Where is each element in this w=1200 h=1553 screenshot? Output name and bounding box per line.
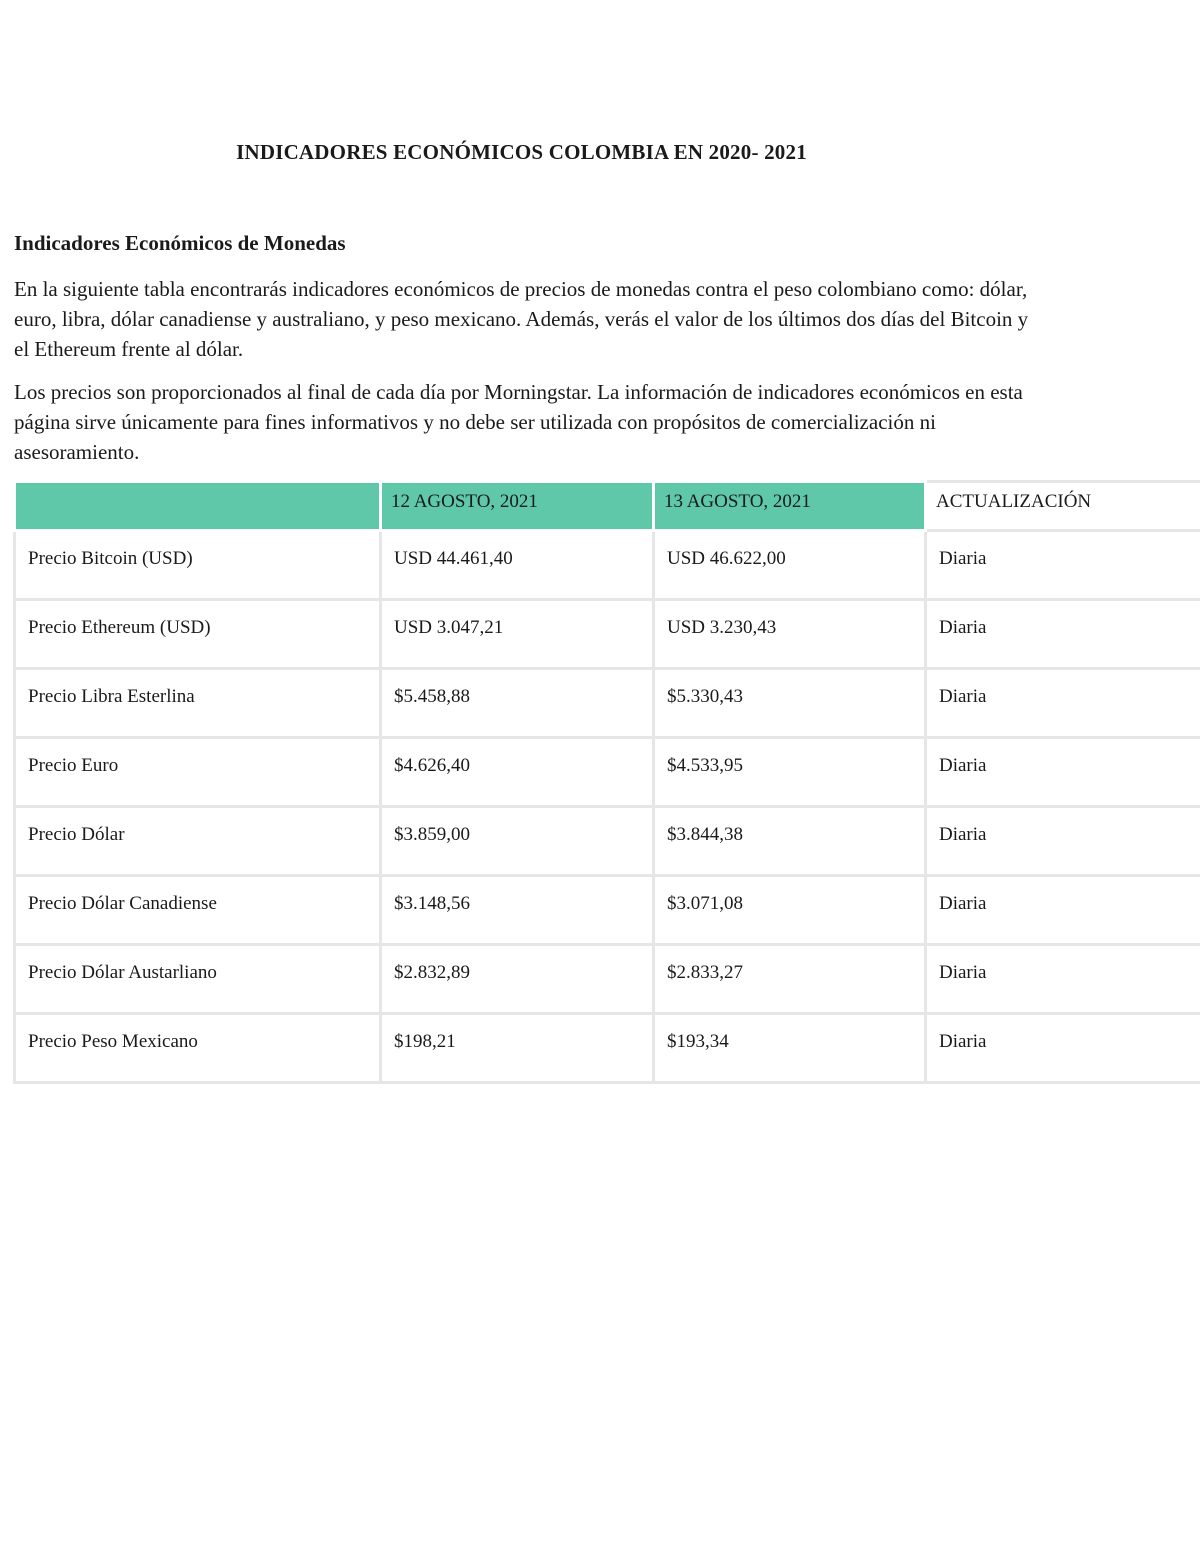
- disclaimer-paragraph: Los precios son proporcionados al final de cada día por Morningstar. La información de indicadores económicos en esta página sirve únicamente para fines informativos y no debe ser utilizada con propósitos de comercialización ni asesoramiento.: [14, 380, 1023, 464]
- indicator-cell: Precio Dólar: [15, 807, 381, 876]
- update-frequency-cell: Diaria: [926, 876, 1200, 945]
- value-date-2-cell: USD 3.230,43: [654, 600, 926, 669]
- update-frequency-cell: Diaria: [926, 807, 1200, 876]
- value-date-1-cell: $3.859,00: [381, 807, 654, 876]
- value-date-2-cell: $3.071,08: [654, 876, 926, 945]
- update-frequency-cell: Diaria: [926, 945, 1200, 1014]
- header-indicator: [15, 482, 381, 531]
- value-date-2-cell: USD 46.622,00: [654, 531, 926, 600]
- update-frequency-cell: Diaria: [926, 531, 1200, 600]
- value-date-1-cell: $3.148,56: [381, 876, 654, 945]
- header-date-1: 12 AGOSTO, 2021: [381, 482, 654, 531]
- value-date-2-cell: $193,34: [654, 1014, 926, 1083]
- table-row: [15, 876, 1200, 945]
- indicator-cell: Precio Dólar Austarliano: [15, 945, 381, 1014]
- update-frequency-cell: Diaria: [926, 738, 1200, 807]
- table-row: [15, 807, 1200, 876]
- table-row: [15, 531, 1200, 600]
- currency-rates-table: [13, 480, 1200, 1084]
- section-heading: Indicadores Económicos de Monedas: [14, 231, 346, 255]
- update-frequency-cell: Diaria: [926, 600, 1200, 669]
- value-date-1-cell: USD 44.461,40: [381, 531, 654, 600]
- update-frequency-cell: Diaria: [926, 1014, 1200, 1083]
- table-row: [15, 669, 1200, 738]
- value-date-1-cell: $198,21: [381, 1014, 654, 1083]
- update-frequency-cell: Diaria: [926, 669, 1200, 738]
- table-header-row: [15, 482, 1200, 531]
- intro-paragraph: En la siguiente tabla encontrarás indicadores económicos de precios de monedas contra el peso colombiano como: dólar, euro, libra, dólar canadiense y australiano, y peso mexicano. Además, verás el valor de los últimos dos días del Bitcoin y el Ethereum frente al dólar.: [14, 277, 1029, 361]
- value-date-2-cell: $4.533,95: [654, 738, 926, 807]
- indicator-cell: Precio Libra Esterlina: [15, 669, 381, 738]
- header-update: ACTUALIZACIÓN: [926, 482, 1200, 531]
- table-row: [15, 738, 1200, 807]
- value-date-1-cell: USD 3.047,21: [381, 600, 654, 669]
- value-date-2-cell: $2.833,27: [654, 945, 926, 1014]
- table-row: [15, 600, 1200, 669]
- page-title: INDICADORES ECONÓMICOS COLOMBIA EN 2020- 2021: [236, 140, 807, 164]
- value-date-1-cell: $5.458,88: [381, 669, 654, 738]
- value-date-2-cell: $3.844,38: [654, 807, 926, 876]
- value-date-1-cell: $2.832,89: [381, 945, 654, 1014]
- table-row: [15, 1014, 1200, 1083]
- value-date-1-cell: $4.626,40: [381, 738, 654, 807]
- indicator-cell: Precio Euro: [15, 738, 381, 807]
- indicator-cell: Precio Ethereum (USD): [15, 600, 381, 669]
- header-date-2: 13 AGOSTO, 2021: [654, 482, 926, 531]
- indicator-cell: Precio Dólar Canadiense: [15, 876, 381, 945]
- table-row: [15, 945, 1200, 1014]
- value-date-2-cell: $5.330,43: [654, 669, 926, 738]
- indicator-cell: Precio Peso Mexicano: [15, 1014, 381, 1083]
- indicator-cell: Precio Bitcoin (USD): [15, 531, 381, 600]
